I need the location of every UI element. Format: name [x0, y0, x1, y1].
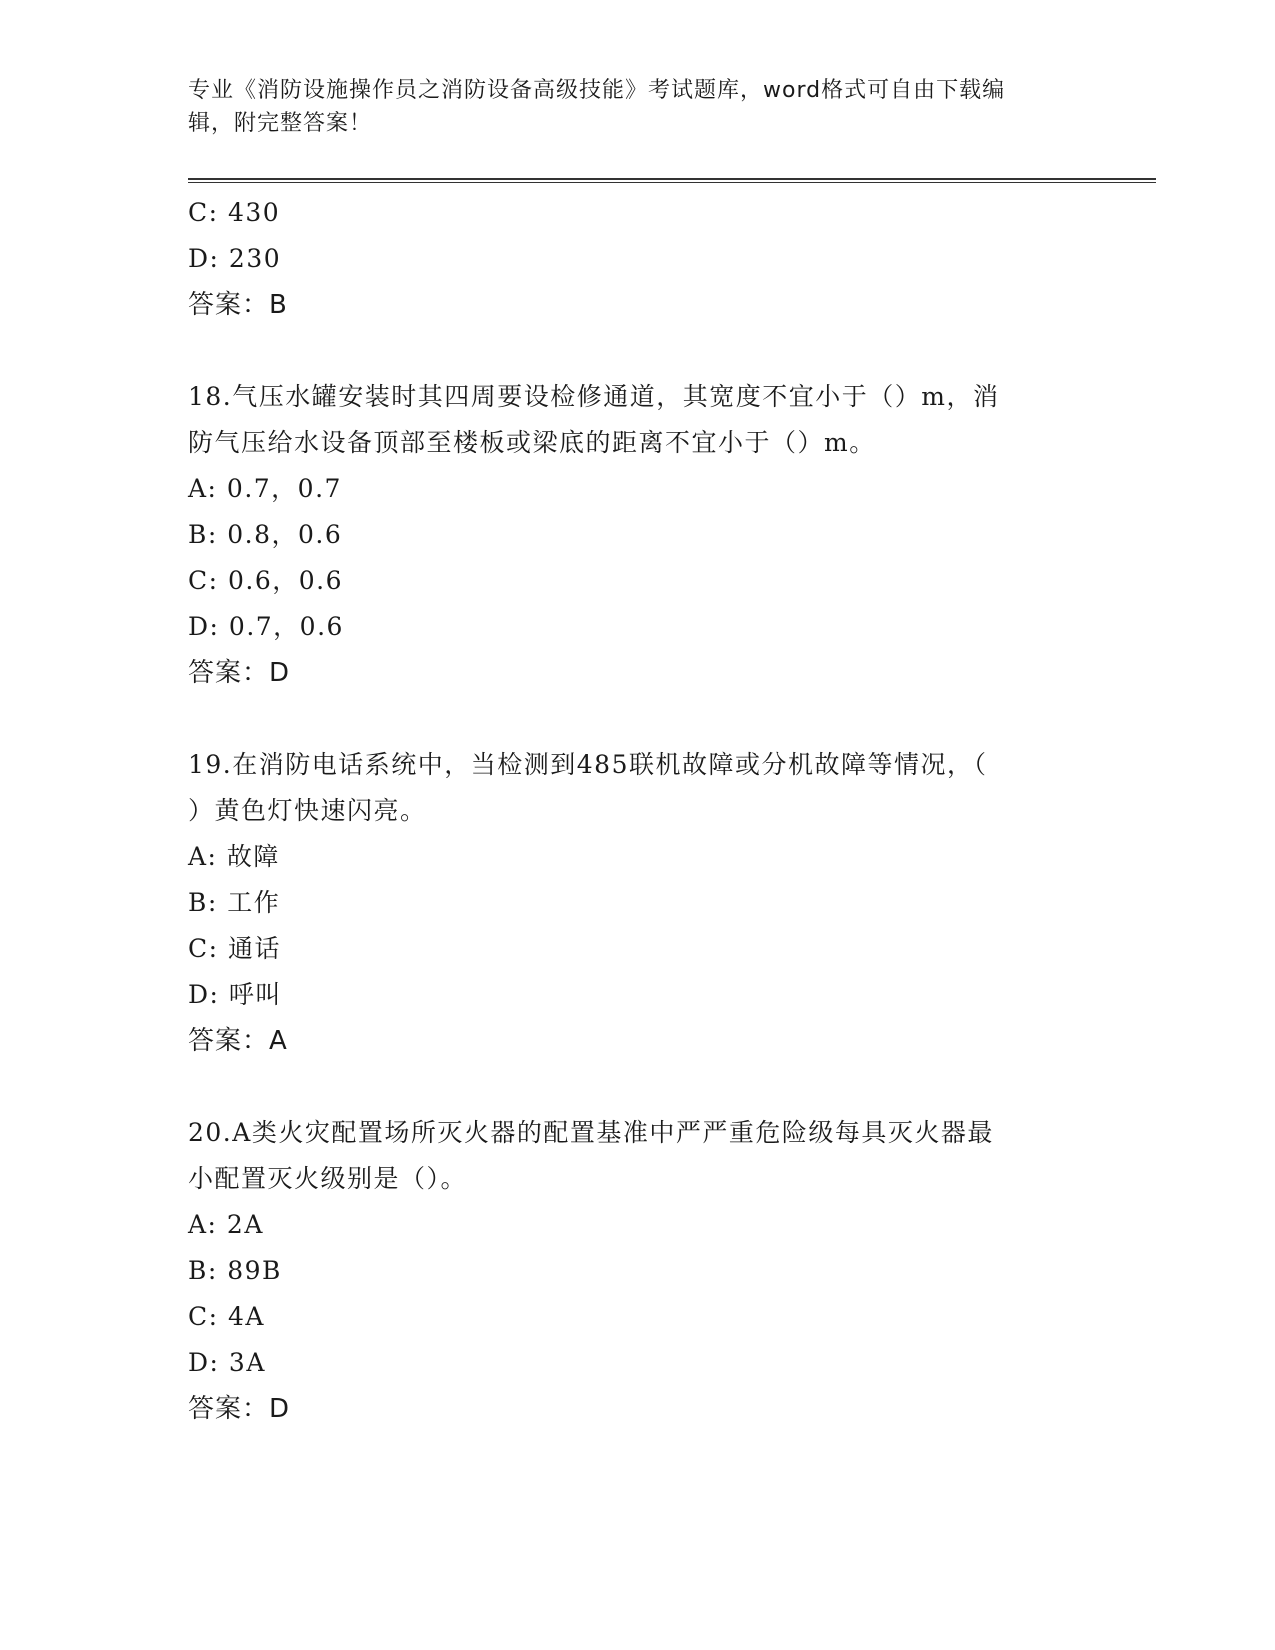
option-c: C: 430: [188, 198, 281, 227]
answer-line: 答案：D: [188, 658, 291, 688]
question-20: [188, 1110, 1088, 1432]
option-a: A: 2A: [188, 1210, 264, 1239]
option-b: B: 工作: [188, 888, 281, 917]
question-text-line: 19.在消防电话系统中，当检测到485联机故障或分机故障等情况，（: [188, 750, 988, 779]
question-19: [188, 742, 1088, 1064]
option-c: C: 4A: [188, 1302, 265, 1331]
question-text-line: 18.气压水罐安装时其四周要设检修通道，其宽度不宜小于（）m，消: [188, 382, 1000, 411]
spacer: [188, 696, 1088, 742]
question-text-line: ）黄色灯快速闪亮。: [188, 796, 427, 825]
option-b: B: 0.8，0.6: [188, 520, 343, 549]
option-d: D: 0.7，0.6: [188, 612, 344, 641]
option-c: C: 0.6，0.6: [188, 566, 344, 595]
answer-line: 答案：A: [188, 1026, 288, 1056]
header-line-1: 专业《消防设施操作员之消防设备高级技能》考试题库，word格式可自由下载编: [188, 78, 1006, 103]
option-c: C: 通话: [188, 934, 281, 963]
answer-line: 答案：B: [188, 290, 288, 320]
question-list: [188, 190, 1088, 1432]
question-text-line: 20.A类火灾配置场所灭火器的配置基准中严严重危险级每具灭火器最: [188, 1118, 994, 1147]
question-17-tail: [188, 190, 1088, 328]
option-d: D: 230: [188, 244, 282, 273]
option-d: D: 3A: [188, 1348, 266, 1377]
document-header: [188, 74, 1068, 140]
header-divider: [188, 178, 1156, 183]
option-d: D: 呼叫: [188, 980, 282, 1009]
spacer: [188, 1064, 1088, 1110]
spacer: [188, 328, 1088, 374]
option-a: A: 故障: [188, 842, 280, 871]
question-18: [188, 374, 1088, 696]
question-text-line: 小配置灭火级别是（）。: [188, 1164, 468, 1193]
option-b: B: 89B: [188, 1256, 282, 1285]
question-text-line: 防气压给水设备顶部至楼板或梁底的距离不宜小于（）m。: [188, 428, 876, 457]
option-a: A: 0.7，0.7: [188, 474, 342, 503]
answer-line: 答案：D: [188, 1394, 291, 1424]
header-line-2: 辑，附完整答案！: [188, 111, 373, 136]
